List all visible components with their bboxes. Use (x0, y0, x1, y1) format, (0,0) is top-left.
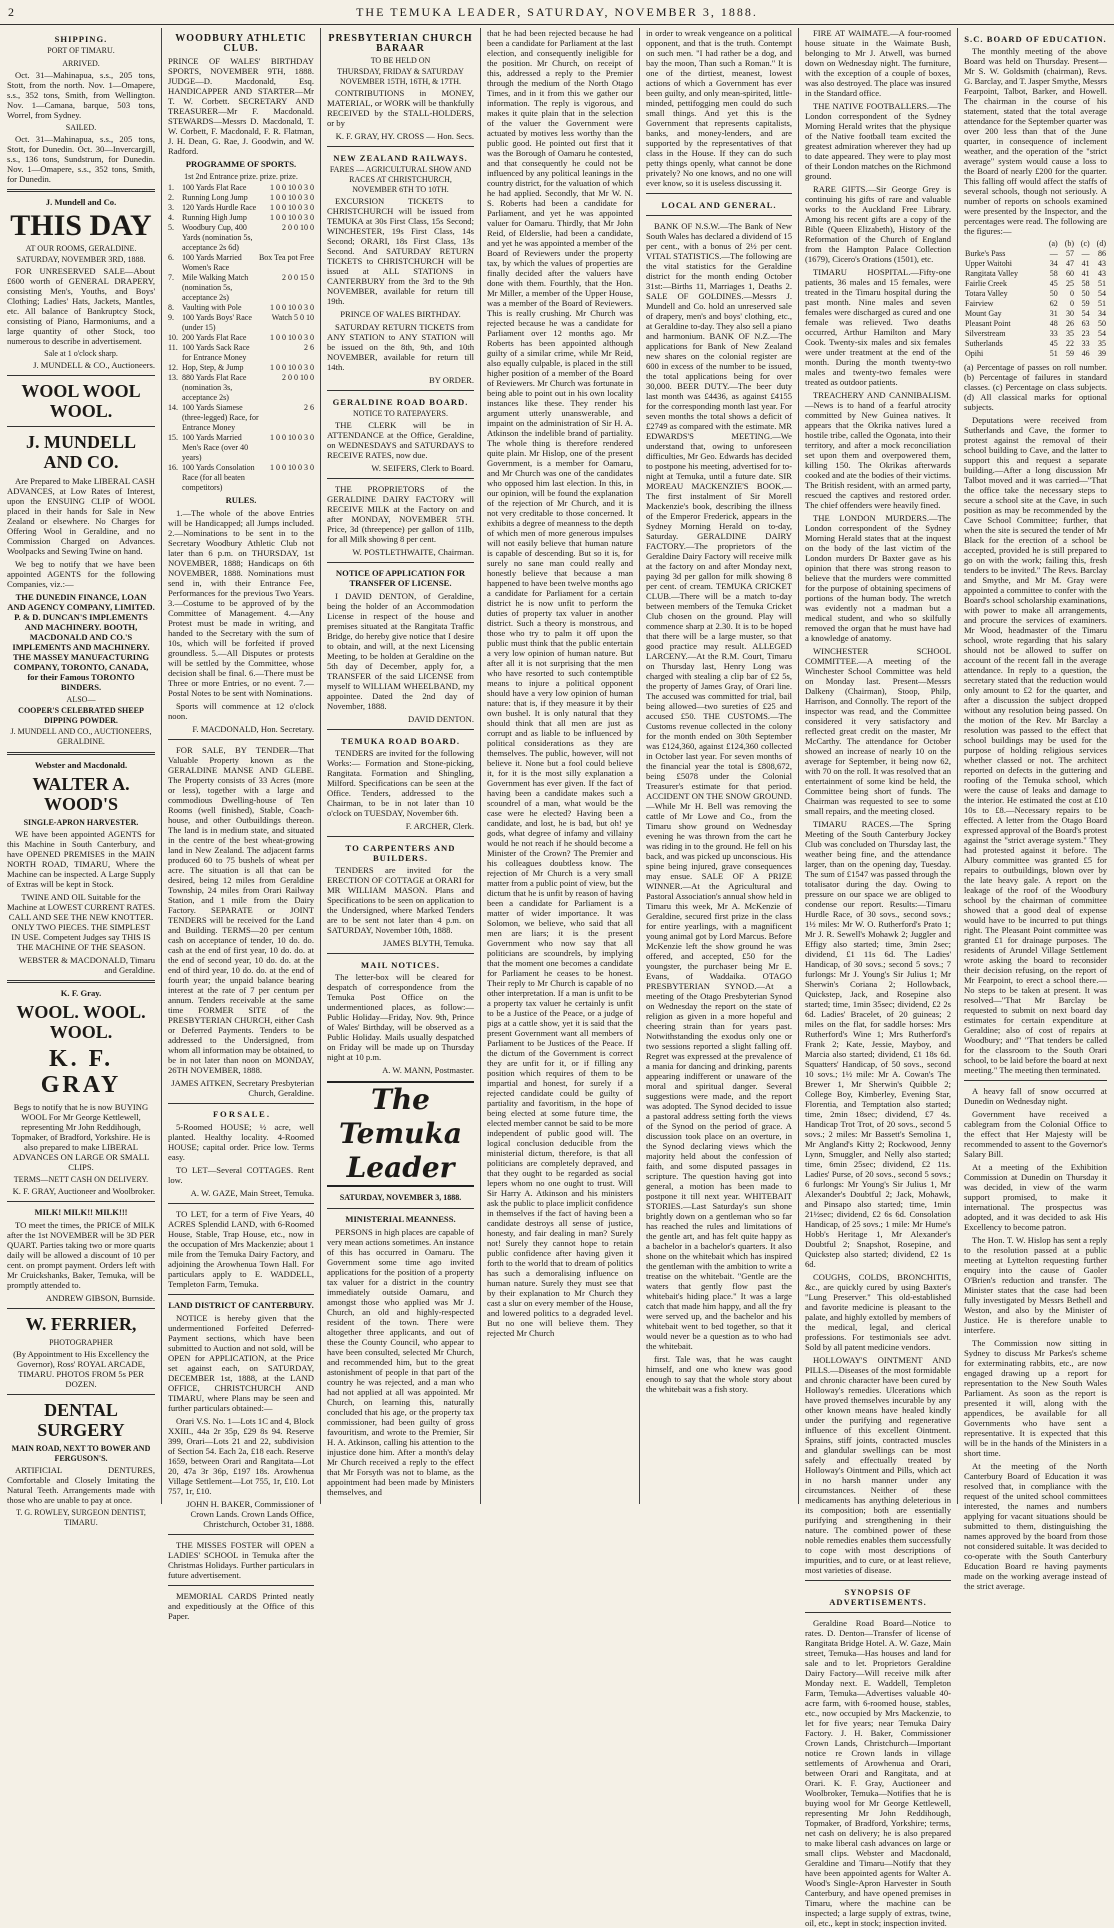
event-number: 3. (168, 203, 174, 212)
local-tail: first. Tale was, that he was caught himself, and one who knew was good enough to say that the whole story about the whitebait was a fish story. (646, 1354, 792, 1394)
school-name: Pleasant Point (965, 319, 1011, 328)
school-name: Rangitata Valley (965, 269, 1018, 278)
temuka-board-heading: TEMUKA ROAD BOARD. (341, 736, 460, 746)
event-number: 10. (168, 333, 178, 342)
event-number: 6. (168, 253, 174, 262)
license-signature: DAVID DENTON. (407, 714, 474, 724)
event-prizes: 1 0 0 10 0 3 0 (270, 333, 314, 342)
arrived-list: Oct. 31—Mahinapua, s.s., 205 tons, Stott, from the north. Nov. 1—Omapere, s.s., 352 tons, Smith, from Wellington. Nov. 1—Camana, barque, 503 tons, Worrel, from Sydney. (7, 70, 155, 120)
mundell-text: Are Prepared to Make LIBERAL CASH ADVANCES, at Low Rates of Interest, upon the ENSUING CLIP of WOOL placed in their hands for Sale in New Zealand or elsewhere. No Charges for Offering Wool in Geraldine, and no Commission Charged on Advances. Woolpacks and Sewing Twine on hand. (7, 476, 155, 556)
school-percentage: 22 (1066, 339, 1075, 348)
this-day-heading: THIS DAY (10, 209, 152, 242)
school-row (964, 299, 1107, 309)
event-name: 200 Yards Flat Race (182, 333, 247, 342)
ferrier-name: W. FERRIER, (25, 1314, 137, 1334)
dental-text: ARTIFICIAL DENTURES, Comfortable and Closely Imitating the Natural Teeth. Arrangements made with those who are unable to pay at once. (7, 1465, 155, 1505)
license-text: I DAVID DENTON, of Geraldine, being the holder of an Accommodation License in respect of the house and premises situated at the Rangitata Traffic Bridge, do hereby give notice that I desire to obtain, and will, at the next Licensing Meeting, to be holden at Geraldine on the 5th day of December, apply for, a TRANSFER of the said LICENSE from myself to WILLIAM WHEELBAND, my appointee. Dated the 2nd day of November, 1888. (327, 591, 474, 711)
land-text: NOTICE is hereby given that the undermentioned Forfeited Deferred-Payment sections, which have been submitted to Auction and not sold, will be OPEN for APPLICATION, at the Price set against each, on SATURDAY, DECEMBER 1st, 1888, at the LAND OFFICE, CHRISTCHURCH AND TIMARU, where Plans may be seen and further particulars obtained:— (168, 1313, 314, 1413)
school-name: Totara Valley (965, 289, 1008, 298)
treachery-item: TREACHERY AND CANNIBALISM.—News is to hand of a fearful atrocity committed by New Guinea natives. It appears that the Okrika natives lured a hostile tribe, called the Ogonata, into their territory, and after a mock reconciliation set upon them and overpowered them, killing 150. The Okrikas afterwards cooked and ate the bodies of their victims. The British resident, with an armed party, rescued the captives and restored order. The chief offenders were heavily fined. (805, 390, 951, 510)
agents-text: We beg to notify that we have been appointed AGENTS for the following Companies, viz.:— (7, 559, 155, 589)
notice-heading: NOTICE TO RATEPAYERS. (353, 409, 448, 418)
masthead (0, 0, 1114, 25)
education-body: Deputations were received from Sutherlands and Cave, the former to protest against the removal of their school building to Cave, and the latter to support this and request a separate building.—After a long discussion Mr Talbot moved and it was carried—"That the office take the necessary steps to secure a school site at the Cave, in such position as may be recommended by the Cave School Committee; further, that when the site is secured the tender of Mr Black for the erection of a school be accepted, provided he is still prepared to go on with the work; failing this, fresh tenders to be invited." The Revs. Barclay and Smythe, and Mr M. Gray were appointed a committee to confer with the Board's school scholarship examinations, with power to make all arrangements, and procure the services of examiners. Mr Wood, headmaster of the Timaru school, wrote regarding that his salary should not be allowed to suffer on account of the recent fall in the average attendance. In reply to a question, the secretary stated that the reduction would only amount to £2 for the quarter, and after a discussion the subject dropped without any resolution being passed. On the motion of the Rev. Mr Barclay a resolution was passed to the effect that school buildings may be used for the purpose of holding religious services whether classed or not. The architect reported on defects in the guttering and roofing of the Temuka school, which were the cause of leaks and damage to the interior. He estimated the cost at £10 10s to £8.—Necessary repairs to be effected. A letter from the Otago Board expressed approval of the Board's protest against the "strict average system." They had protested against it before. The Albury committee was granted £5 for repairs to outbuildings, blown over by the late heavy gale. A report on the leakage of the roof of the Woodbury school by the chairman of committee showed that a good deal of expense would have to be incurred to put things right. The Pleasant Point committee was granted £1 for drainage purposes. The residents of Arundel Village Settlement wrote asking the board to reconsider their decision refusing, on the report of Mr Fearpoint, to erect a school there.—No steps to be taken at present. It was resolved—"That Mr Barclay be requested to submit on next board day estimates for certain expenditure at Geraldine; also of cost of repairs at Woodbury; and" "That tenders be called for the classroom to the South Orari school, to be laid before the board at next meeting." The meeting then terminated. (964, 415, 1107, 1075)
coughs-item: COUGHS, COLDS, BRONCHITIS, &c., are quickly cured by using Baxter's "Lung Preserver." This old-established and favorite medicine is pleasant to the palate, and highly extolled by members of the medical, legal, and clerical professions. For testimonials see advt. Sold by all patent medicine vendors. (805, 1272, 951, 1352)
event-row (168, 433, 314, 463)
bazaar-signature: K. F. GRAY, HY. CROSS — Hon. Secs. (335, 131, 474, 141)
event-name: 100 Yards Boys' Race (under 15) (182, 313, 252, 332)
column-4 (482, 28, 638, 1504)
land-list: Orari V.S. No. 1—Lots 1C and 4, Block XXIII., 44a 2r 35p, £29 8s 94. Reserve 399, Orari—Lots 21 and 22, subdivision of Section 54. Each 2a, £18 each. Reserve 1659, between Orari and Rangitata—Lot 20, 47a 3r 36p, £197 18s. Arowhenua Village Settlement—Lot 755, 1r, £10. Lot 757, 1r, £10. (168, 1416, 314, 1496)
auctioneer-heading: J. Mundell and Co. (45, 197, 117, 207)
programme-heading: PROGRAMME OF SPORTS. (185, 159, 297, 169)
event-prizes: 1 0 0 10 0 3 0 (270, 463, 314, 472)
club-footer: Sports will commence at 12 o'clock noon. (168, 701, 314, 721)
geraldine-board-heading: GERALDINE ROAD BOARD. (332, 397, 469, 407)
event-name: Vaulting with Pole (182, 303, 242, 312)
wool-heading-2: WOOL. WOOL. WOOL. (16, 1002, 146, 1042)
port-heading: PORT OF TIMARU. (47, 46, 115, 55)
sailed-heading: SAILED. (65, 123, 97, 132)
school-percentage: 59 (1066, 349, 1075, 358)
education-heading: S.C. BOARD OF EDUCATION. (964, 34, 1107, 44)
school-percentage: 34 (1049, 259, 1058, 268)
school-percentage: 58 (1081, 279, 1090, 288)
school-row (964, 289, 1107, 299)
birthday-signature: BY ORDER. (428, 375, 474, 385)
gray-terms: TERMS—NETT CASH ON DELIVERY. (13, 1175, 149, 1184)
land-heading: LAND DISTRICT OF CANTERBURY. (168, 1300, 314, 1310)
bazaar-heading: PRESBYTERIAN CHURCH BARAAR (328, 33, 473, 54)
school-percentage: 51 (1049, 349, 1058, 358)
event-row (168, 363, 314, 373)
birthday-text: SATURDAY RETURN TICKETS from ANY STATION to ANY STATION will be issued on the 8th, 9th, and 10th NOVEMBER, available for return till 14th. (327, 322, 474, 372)
school-row (964, 279, 1107, 289)
school-percentage: 58 (1049, 269, 1058, 278)
for-sale-text: 5-Roomed HOUSE; ½ acre, well planted. Healthy locality. 4-Roomed HOUSE; capital order. Price low. Terms easy. (168, 1122, 314, 1162)
leader-title: The Temuka Leader (327, 1081, 474, 1187)
commission-item: The Commission now sitting in Sydney to discuss Mr Parkes's scheme for exterminating rabbits, etc., are now engaged drawing up a report for representation to the New South Wales Parliament. As soon as the report is presented it will, along with the appendices, be available for all Governments who have sent a representative. It is expected that this will be in the hands of the Ministers in a short time. (964, 1338, 1107, 1458)
gray-name: K. F. GRAY (40, 1046, 122, 1098)
school-percentage: 46 (1081, 349, 1090, 358)
synopsis-body: Geraldine Road Board—Notice to rates. D. Denton—Transfer of license of Rangitata Bridge Hotel. A. W. Gaze, Main street, Temuka—Has houses and land for sale and to let. Proprietors Geraldine Dairy Factory—Will receive milk after Monday next. E. Waddell, Templeton Farm, Temuka—Advertises valuable 40-acre farm, with 6-roomed house, stables, etc., now occupied by Mrs Mackenzie, to let for five years; near Temuka Dairy Factory. J. H. Baker, Commissioner Crown Lands, Christchurch—Important notice re Crown lands in village settlements of Arowhenua and Orari, between Orari and Rangitata, and at Orari. K. F. Gray, Auctioneer and Woolbroker, Temuka—Notifies that he is buying wool for Mr George Kettlewell, representing Mr John Reddihough, Topmaker, of Bradford, Yorkshire; terms, net cash on delivery; he is also prepared to make liberal cash advances on large or small clips. Webster and Macdonald, Geraldine and Timaru—Notify that they have been appointed agents for Walter A. Wood's Single-Apron Harvester in South Canterbury, and have opened premises in Timaru, where the machine can be inspected; a large supply of extras, twine, oil, etc., kept in stock; inspection invited. (805, 1618, 951, 1928)
school-row (964, 349, 1107, 359)
column-1 (2, 28, 160, 1527)
school-percentage: 50 (1049, 289, 1058, 298)
event-number: 7. (168, 273, 174, 282)
event-row (168, 343, 314, 363)
event-row (168, 313, 314, 333)
column-2 (163, 28, 319, 1621)
event-row (168, 403, 314, 433)
farm-text: TO LET, for a term of Five Years, 40 ACRES Splendid LAND, with 6-Roomed House, Stable, Trap House, etc., now in the occupation of Mrs Mackenzie; about 1 mile from the Temuka Dairy Factory, and adjoining the Arowhenua Town Hall. For particulars apply to E. WADDELL, Templeton Farm, Temuka. (168, 1209, 314, 1289)
harvester-name: WALTER A. WOOD'S (32, 774, 130, 814)
school-percentage: 54 (1081, 309, 1090, 318)
mundell-name: J. MUNDELL AND CO. (25, 432, 136, 472)
schools-column-header: (c) (1080, 239, 1090, 248)
event-prizes: 1 0 0 10 0 3 0 (270, 213, 314, 222)
event-name: 880 Yards Flat Race (nomination 3s, acceptance 2s) (182, 373, 247, 402)
event-name: Running Long Jump (182, 193, 248, 202)
dental-signature: T. G. ROWLEY, SURGEON DENTIST, TIMARU. (16, 1508, 146, 1527)
license-heading: NOTICE OF APPLICATION FOR TRANSFER OF LICENSE. (335, 568, 466, 588)
school-percentage: 50 (1098, 319, 1106, 328)
school-name: Fairlie Creek (965, 279, 1007, 288)
column-5 (641, 28, 797, 1504)
club-intro: PRINCE OF WALES' BIRTHDAY SPORTS, NOVEMBER 9TH, 1888. JUDGE—D. Macdonald, Esq. HANDICAPPER AND STARTER—Mr T. W. Corbett. SECRETARY AND TREASURER—Mr F. Macdonald. STEWARDS—Messrs D. Macdonald, T. W. Corbett, F. Macdonald, F. R. Flatman, J. H. Dean, G. Rae, J. Goodwin, and W. Radford. (168, 56, 314, 156)
arrived-heading: ARRIVED. (62, 59, 100, 68)
bazaar-sub: TO BE HELD ON (370, 56, 431, 65)
column-rule (320, 28, 321, 1504)
event-name: 100 Yards Siamese (three-legged) Race, for Entrance Money (182, 403, 259, 432)
event-number: 1. (168, 183, 174, 192)
tender-signature: JAMES AITKEN, Secretary Presbyterian Church, Geraldine. (171, 1078, 314, 1098)
page-number: 2 (8, 5, 16, 19)
sale-text: FOR UNRESERVED SALE—About £600 worth of GENERAL DRAPERY, consisting Men's, Youths, and Boys' Clothing; Ladies' Hats, Jackets, Mantles, etc. All balance of Bankruptcy Stock, consisting of Piano, Harmoniums, and a large quantity of other Stock, too numerous to describe in advertisement. (7, 266, 155, 346)
local-body: BANK OF N.S.W.—The Bank of New South Wales has declared a dividend of 15 per cent., with a bonus of 2½ per cent. VITAL STATISTICS.—The following are the vital statistics for the Geraldine district for the month ending October 31st:—Births 11, Marriages 1, Deaths 2. SALE OF GOLDINES.—Messrs J. Mundell and Co. hold an unreserved sale of drapery, men's and boys' clothing, etc., at Geraldine to-day. They also sell a piano and harmonium. BANK OF N.Z.—The applications for Bank of New Zealand new shares on the colonial register are 600 in excess of the number to be issued, the total applications being for over 30,000. BEER DUTY.—The beer duty last month was £4436, as against £4155 for the corresponding month last year. For seven months the total shows a deficit of £2749 as compared with the estimate. MR EDWARDS'S MEETING.—We understand that, owing to unforeseen difficulties, Mr Geo. Edwards has decided to postpone his meeting, advertised for to-night at Temuka, until a future date. SIR MOREAU MACKENZIE'S BOOK.—The first instalment of Sir Morell Mackenzie's book, describing the illness of the Emperor Frederick, appears in the Sydney Morning Herald on to-day, Saturday. GERALDINE DAIRY FACTORY.—The proprietors of the Geraldine Dairy Factory will receive milk at the factory on and after Monday next, paying 3d per gallon for milk showing 8 per cent. of cream. TEMUKA CRICKET CLUB.—There will be a match to-day between members of the Temuka Cricket Club chosen on the ground. Play will commence sharp at 2.30. It is to be hoped that there will be a large muster, so that good practice may result. ALLEGED LARCENY.—At the R.M. Court, Timaru on Thursday last, Henry Long was charged with stealing a clip bar of £2 5s, the property of James Gray, of Orari line. The accused was committed for trial, bail being allowed—two sureties of £25 and accused £50. THE CUSTOMS.—The Customs revenue collected in the colony for the month ended on 30th September was £124,360, against £124,360 collected in October last year. For seven months of the financial year the total is £808,672, being £5078 under the Colonial Treasurer's estimate for that period. ACCIDENT ON THE SNOW GROUND.—While Mr H. Bell was removing the cattle of Mr Lowe and Co., from the Timaru show ground on Wednesday evening he was thrown from the cart he was riding in to the ground. He fell on his back, and was picked up unconscious. His spine being injured, grave consequences may ensue. SALE OF A PRIZE WINNER.—At the Agricultural and Pastoral Association's annual show held in Timaru this week, Mr A. McKenzie of Geraldine, secured first prize in the class for entire yearlings, with a magnificent young animal got by Lord Marcus. Before McKenzie left the show ground he was offered, and accepted, £50 for the youngster, the purchaser being Mr E. Evans, of Waddaika. OTAGO PRESBYTERIAN SYNOD.—At a meeting of the Otago Presbyterian Synod on Wednesday the report on the state of religion as given in a more hopeful and cheering strain than for years past. Notwithstanding the exodus only one or two sessions reported a slight falling off. Regret was expressed at the prevalence of a mania for dancing and drinking, parents appearing indifferent or unaware of the moral and spiritual danger. Several suggestions were made, and the report was adopted. The Synod decided to issue a pastoral address setting forth the views of the Synod on the period of grace. A discussion took place on an overture, in the Synod declaring views which the majority held about the confession of faith, and some disputed passages in scripture. The question having got into general, a motion has been made to postpone it till next year. WHITEBAIT STORIES.—Last Saturday's sun shone brightly down on a gentleman who so far has reached the rules and limitations of the gentle art, and has felt quite happy as a bachelor in a bachelor's quarters. It also shone on the whitebait which has inspired the gentleman with the ambition to write a treatise on the whitebait. "Gentle are the waters that gently flow past the whitebait's hiding place." It was a large catch that made him happy, and all the fry were served up, and the bachelor and his whitebait went to bed together, so that it would never be a question as to who had the whitebait. (646, 221, 792, 1351)
article-ending: in order to wreak vengeance on a political opponent, and that is the truth. Contempt on such men. "I had rather be a dog, and bay the moon, Than such a Roman." It is one of the dirtiest, meanest, lowest actions of which a Government has ever been guilty, and only mean-spirited, little-minded, pettifogging men could do such small things. And yet this is the Government that represents capitalists, banks, and money-lenders, and are supported by the representatives of that class in the House. If they can do such petty things openly, what cannot be done privately? No one knows, and no one will ever know, so it is useless discussing it. (646, 28, 792, 188)
event-row (168, 373, 314, 403)
dental-heading: DENTAL SURGERY (37, 1400, 125, 1440)
school-percentage: 0 (1070, 289, 1075, 298)
notice-signature: W. SEIFERS, Clerk to Board. (371, 463, 474, 473)
schools-table-header (964, 239, 1107, 249)
school-percentage: 26 (1066, 319, 1075, 328)
school-row (964, 329, 1107, 339)
event-prizes: Box Tea pot Free (258, 253, 314, 262)
school-percentage: 0 (1070, 299, 1075, 308)
event-number: 4. (168, 213, 174, 222)
bazaar-text: CONTRIBUTIONS in MONEY, MATERIAL, or WORK will be thankfully RECEIVED by the STALL-HOLDERS, or by (327, 88, 474, 128)
webster-heading: Webster and Macdonald. (34, 760, 128, 770)
club-signature: F. MACDONALD, Hon. Secretary. (192, 724, 314, 734)
rooms-line: AT OUR ROOMS, GERALDINE. (25, 244, 137, 253)
article-heading: MINISTERIAL MEANNESS. (345, 1214, 456, 1224)
event-row (168, 183, 314, 193)
school-percentage: 62 (1049, 299, 1058, 308)
school-row (964, 319, 1107, 329)
milk-text: TO meet the times, the PRICE of MILK after the 1st NOVEMBER will be 3D PER QUART. Parties taking two or more quarts daily will be allowed a discount of 10 per cent. on prompt payment. Orders left with Mr Cruickshanks, Baker, Temuka, will be promptly attended to. (7, 1220, 155, 1290)
school-name: Fairview (965, 299, 994, 308)
builders-heading: TO CARPENTERS AND BUILDERS. (345, 843, 456, 863)
event-number: 8. (168, 303, 174, 312)
event-name: 100 Yards Flat Race (182, 183, 247, 192)
local-heading: LOCAL AND GENERAL. (661, 200, 777, 210)
harvester-text: WE have been appointed AGENTS for this Machine in South Canterbury, and have OPENED PREMISES in the MAIN NORTH ROAD, TIMARU, Where the Machine can be inspected. A Large Supply of Extras will be kept in Stock. (7, 829, 155, 889)
mail-text: The letter-box will be cleared for despatch of correspondence from the Temuka Post Office on the undermentioned places, as follow:— Public Holiday—Friday, Nov. 9th, Prince of Wales' Birthday, will be observed as a Public Holiday. Mails usually despatched on Friday will be made up on Thursday night at 10 p.m. (327, 972, 474, 1062)
school-percentage: 45 (1049, 339, 1058, 348)
event-row (168, 333, 314, 343)
school-percentage: 25 (1066, 279, 1075, 288)
events-table (168, 183, 314, 493)
event-number: 16. (168, 463, 178, 472)
event-row (168, 303, 314, 313)
webster-signature: WEBSTER & MACDONALD, Timaru and Geraldine. (18, 955, 155, 975)
schools-column-header: (d) (1096, 239, 1106, 248)
for-sale-heading: F O R S A L E . (212, 1109, 270, 1119)
event-row (168, 273, 314, 303)
event-name: Mile Walking Match (nomination 5s, acceptance 2s) (182, 273, 249, 302)
masthead-title: THE TEMUKA LEADER, SATURDAY, NOVEMBER 3, 1888. (356, 5, 758, 19)
wool-heading: WOOL WOOL WOOL. (21, 381, 141, 421)
shipping-heading: SHIPPING. (54, 34, 108, 44)
to-let-text: TO LET—Several COTTAGES. Rent low. (168, 1165, 314, 1185)
article-body: PERSONS in high places are capable of very mean actions sometimes. An instance of this has occurred in Oamaru. The Government some time ago invited applications for the position of a property tax valuer for a district in the country immediately outside Oamaru, and amongst those who applied was Mr J. Church, an old and highly-respected resident of the town. There were altogether three applicants, and out of these the County Council, who appear to have been consulted, selected Mr Church, and recommended him, but to the great astonishment of people in that part of the country he was rejected, and a man who had not applied at all was appointed. Mr Church, on learning this, naturally concluded that his age, or the property tax commissioner, had been guilty of gross favouritism, and wrote to the Premier, Sir H. A. Atkinson, calling his attention to the injustice done him. After a month's delay Mr Church received a reply to the effect that Mr Forsyth was not to blame, as the appointment had been made by Ministers themselves, and (327, 1227, 474, 1497)
bazaar-dates: THURSDAY, FRIDAY & SATURDAY NOVEMBER 15TH, 16TH, & 17TH. (337, 67, 464, 86)
rules-heading: RULES. (225, 495, 257, 505)
school-percentage: 63 (1081, 319, 1090, 328)
holloway-item: HOLLOWAY'S OINTMENT AND PILLS.—Diseases of the most formidable and chronic character have been cured by Holloway's remedies. Ulcerations which have proved themselves incurable by any other known means have healed kindly under the purifying and regenerative influence of this excellent Ointment. Sprains, stiff joints, contracted muscles and glandular swellings can be most safely and effectually treated by Holloway's Ointment and Pills, which act in no harsh manner under any circumstances. Neither of these medicaments has anything deleterious in its composition; both are essentially purifying and strengthening in their nature. The combined power of these noble remedies enables them successfully to cope with most descriptions of impurities, and to cure, or at least relieve, most varieties of disease. (805, 1355, 951, 1575)
sale-date: SATURDAY, NOVEMBER 3RD, 1888. (16, 255, 146, 264)
tender-text: FOR SALE, BY TENDER—That Valuable Property known as the GERALDINE MANSE AND GLEBE. The Property consists of 33 Acres (more or less), together with a large and commodious Dwelling-house of Ten Rooms (well finished), Stable, Coach-house, and other Outbuildings thereon. The land is in medium state, and situated in the centre of the best wheat-growing land in New Zealand. The adjacent farms produced 60 to 75 bushels of wheat per acre. The situation is all that can be desired, being 12 miles from Geraldine Township, 24 miles from Orari Railway Station, and 1 mile from the Dairy Factory. SEPARATE or JOINT TENDERS will be received for the Land and Building. TERMS—20 per centum cash on acceptance of tender, 10 do. do. cash at the end of first year, 10 do. do. at the end of second year, 10 do. do. at the end of third year, 10 do. do. at the end of fourth year; the unpaid balance bearing interest at the rate of 7 per centum per annum. Tenders receivable at the same time FORMER SITE of the PRESBYTERIAN CHURCH, either Cash or Deferred Payments. Tenders to be addressed to the Undersigned, from whom all information may be obtained, to be in not later than noon on MONDAY, 26TH NOVEMBER, 1888. (168, 745, 314, 1075)
school-percentage: 51 (1098, 299, 1106, 308)
school-percentage: 33 (1081, 339, 1090, 348)
races-item: TIMARU RACES.—The Spring Meeting of the South Canterbury Jockey Club was concluded on Thursday last, the weather being fine, and the attendance larger, than on the opening day, Tuesday. The sum of £1547 was passed through the totalisator during the day. Owing to pressure on our space we are obliged to condense our report. Results:—Timaru Hurdle Race, of 30 sovs., second sovs.; 1½ miles: Mr W. O. Rutherford's Prato 1; Mr J. R. Sewell's Mohawk 2; Juggler and Effigy also started; time, 3min 2sec; dividend, £1 11s 6d. The Ladies' Handicap, of 30 sovs.; second 5 sovs.; 7 furlongs: Mr J. Young's Sir Julius 1; Mr Sherwin's Coriana 2; Hollowback, Quickstep, Jack, and Rosepine also started; time, 1min 35sec; dividend, £2 2s 6d. Ladies' Bracelet, of 20 guineas; 2 miles on the flat, for saddle horses: Mrs Rutherford's Wine 1; Mrs Rutherford's Frank 2; Kate, Jessie, Mayboy, and Marcia also started; dividend, £1 18s 6d. Squatters' Handicap, of 50 sovs., second 10 sovs.; 1½ mile: Mr A. Cowan's The Brewer 1, Mr Sherwin's Quibble 2; College Boy, Kimberley, Evening Star, Florentia, and Temptation also started; time, 2min 18sec; dividend, £7 4s. Handicap Trot Trot, of 20 sovs., second 5 sovs.; 2 miles: Mr Bassett's Semolina 1, Mr Angland's Kitty 2; Rockwood, Jenny Lynn, Smuggler, and Nelly also started; time, 6min 25sec; dividend, £2 11s. Ladies' Purse, of 20 sovs., second 5 sovs.; 6 furlongs: Mr Young's Sir Julius 1, Mr Alexander's Doubtful 2; Jack, Mohawk, and Pinsapo also started; time, 1min 21½sec; dividend, £2 6s 6d. Consolation Handicap, of 25 sovs.; 1 mile: Mr Hume's Hobb's Heritage 1, Mr Alexander's Doubtful 2; Snapshot, Rosepine, and Quickstep also started; dividend, £2 1s 6d. (805, 819, 951, 1269)
school-row (964, 249, 1107, 259)
event-prizes: 2 6 (304, 403, 314, 412)
gray-heading: K. F. Gray. (60, 988, 102, 998)
event-number: 15. (168, 433, 178, 442)
builders-text: TENDERS are invited for the ERECTION OF COTTAGE at ORARI for MR WILLIAM MASON. Plans and Specifications to be seen on application to the Undersigned, where Marked Tenders are to be sent not later than 4 p.m. on SATURDAY, November 10th, 1888. (327, 865, 474, 935)
column-rule (161, 28, 162, 1504)
school-percentage: 30 (1066, 309, 1075, 318)
school-name: Silverstream (965, 329, 1006, 338)
school-percentage: 51 (1098, 279, 1106, 288)
dairy-text: THE PROPRIETORS of the GERALDINE DAIRY FACTORY will RECEIVE MILK at the Factory on and after MONDAY, NOVEMBER 5TH. Price, 3d (threepence) per gallon of 11lb, for all Milk showing 8 per cent. (327, 484, 474, 544)
native-item: THE NATIVE FOOTBALLERS.—The London correspondent of the Sydney Morning Herald writes that the physique of the Native football team excited the greatest admiration wherever they had up to date appeared. They were to play most of their London matches on the Richmond ground. (805, 101, 951, 181)
notice-text: THE CLERK will be in ATTENDANCE at the Office, Geraldine, on WEDNESDAYS and SATURDAYS to RECEIVE RATES, now due. (327, 420, 474, 460)
sailed-list: Oct. 31—Mahinapua, s.s., 205 tons, Stott, for Dunedin. Oct. 30—Invercargill, s.s., 136 tons, Sundstrum, for Dunedin. Nov. 1—Omapere, s.s., 352 tons, Smith, for Dunedin. (7, 134, 155, 184)
column-3 (322, 28, 479, 1504)
event-row (168, 193, 314, 203)
event-number: 2. (168, 193, 174, 202)
harvester-sub: SINGLE-APRON HARVESTER. (23, 818, 139, 827)
column-rule (480, 28, 481, 1504)
event-prizes: 1 0 0 10 0 3 0 (270, 203, 314, 212)
event-number: 12. (168, 363, 178, 372)
school-row (964, 309, 1107, 319)
event-prizes: 2 0 0 10 0 (282, 223, 314, 232)
school-percentage: 86 (1098, 249, 1106, 258)
milk-heading: MILK! MILK!! MILK!!! (34, 1207, 128, 1217)
event-prizes: 2 0 0 10 0 (282, 373, 314, 382)
gaze-signature: A. W. GAZE, Main Street, Temuka. (190, 1188, 314, 1198)
school-percentage: 54 (1098, 329, 1106, 338)
school-row (964, 339, 1107, 349)
twine-text: TWINE AND OIL Suitable for the Machine at LOWEST CURRENT RATES. CALL AND SEE THE NEW KNOTTER. ONLY TWO PIECES. THE SIMPLEST IN USE. Competent Judges say THIS IS THE MACHINE OF THE SEASON. (7, 892, 155, 952)
school-percentage: 57 (1066, 249, 1075, 258)
column-rule (639, 28, 640, 1504)
ferrier-text: (By Appointment to His Excellency the Governor), Ross' ROYAL ARCADE, TIMARU. PHOTOS FROM 5s PER DOZEN. (13, 1349, 149, 1389)
event-number: 5. (168, 223, 174, 232)
event-number: 14. (168, 403, 178, 412)
schools-column-header: (a) (1048, 239, 1058, 248)
event-prizes: 1 0 0 10 0 3 0 (270, 303, 314, 312)
school-name: Mount Gay (965, 309, 1002, 318)
foster-text: THE MISSES FOSTER will OPEN a LADIES' SCHOOL in Temuka after the Christmas Holidays. Further particulars in future advertisement. (168, 1540, 314, 1580)
school-percentage: 47 (1066, 259, 1075, 268)
event-row (168, 213, 314, 223)
event-prizes: 1 0 0 10 0 3 0 (270, 183, 314, 192)
event-name: Running High Jump (182, 213, 247, 222)
school-percentage: 59 (1081, 299, 1090, 308)
builders-signature: JAMES BLYTH, Temuka. (383, 938, 474, 948)
club-heading: WOODBURY ATHLETIC CLUB. (175, 33, 307, 54)
temuka-board-text: TENDERS are invited for the following Works:— Formation and Stone-picking, Rangitata. Formation and Shingling, Milford. Specifications can be seen at the Office. Tenders, addressed to the Chairman, to be in not later than 10 o'clock on TUESDAY, November 6th. (327, 748, 474, 818)
event-name: Hop, Step, & Jump (182, 363, 244, 372)
school-percentage: 39 (1098, 349, 1106, 358)
column-rule (957, 28, 958, 1504)
programme-columns: 1st 2nd Entrance prize. prize. prize. (184, 172, 298, 181)
gray-signature: K. F. GRAY, Auctioneer and Woolbroker. (12, 1186, 155, 1196)
school-percentage: 48 (1049, 319, 1058, 328)
education-intro: The monthly meeting of the above Board was held on Thursday. Present—Mr S. W. Goldsmith (chairman), Revs. G. Barclay, and T. Jasper Smythe, Messrs Fearpoint, Talbot, Barker, and Howell. The chairman in the course of his statement, stated that the total average attendance for the September quarter was over 200 less than that of the June quarter, in consequence of inclement weather, and the operation of the "strict average" system would cause a loss to the Board of nearly £200 for the quarter. This falling off would affect the staffs of several schools, though not seriously. A number of reports on schools examined were presented by the Inspector, and the percentages were read. The following are the figures:— (964, 46, 1107, 236)
event-prizes: 2 6 (304, 343, 314, 352)
school-percentage: 41 (1081, 269, 1090, 278)
event-prizes: Watch 5 0 10 (271, 313, 314, 322)
dairy-signature: W. POSTLETHWAITE, Chairman. (352, 547, 474, 557)
temuka-board-signature: F. ARCHER, Clerk. (405, 821, 474, 831)
school-percentage: 50 (1081, 289, 1090, 298)
dip-line: COOPER'S CELEBRATED SHEEP DIPPING POWDER. (18, 706, 144, 725)
exhibition-item: At a meeting of the Exhibition Commission at Dunedin on Thursday it was decided, in view of the warm support promised, to make it international. The prospectus was adopted, and it was decided to ask His Excellency to become patron. (964, 1162, 1107, 1232)
land-signature: JOHN H. BAKER, Commissioner of Crown Lands. Crown Lands Office, Christchurch, October 31, 1888. (186, 1499, 314, 1529)
also-label: ALSO— (66, 695, 96, 704)
hislop-item: The Hon. T. W. Hislop has sent a reply to the resolution passed at a public meeting at Lyttelton requesting further enquiry into the cause of Gaoler O'Brien's reduction and transfer. The Minister states that the case had been fully investigated by Messrs Bethell and Weston, and also by the Minister of Justice. He is therefore unable to interfere. (964, 1235, 1107, 1335)
railways-sub: FARES — AGRICULTURAL SHOW AND RACES AT CHRISTCHURCH, NOVEMBER 6TH TO 10TH. (329, 165, 472, 194)
event-name: 120 Yards Hurdle Race (182, 203, 257, 212)
column-rule (798, 28, 799, 1504)
event-name: Woodbury Cup, 400 Yards (nomination 5s, acceptance 2s 6d) (182, 223, 253, 252)
railways-text: EXCURSION TICKETS to CHRISTCHURCH will be issued from TEMUKA at 30s First Class, 15s Second; WINCHESTER, 19s First Class, 14s Second; ORARI, 18s First Class, 13s Second. And SATURDAY RETURN TICKETS to CHRISTCHURCH will be issued at ALL STATIONS in CANTERBURY from the 3rd to the 9th NOVEMBER, available for return till 19th. (327, 196, 474, 306)
event-prizes: 1 0 0 10 0 3 0 (270, 363, 314, 372)
school-name: Sutherlands (965, 339, 1003, 348)
event-prizes: 1 0 0 10 0 3 0 (270, 433, 314, 442)
school-percentage: 45 (1049, 279, 1058, 288)
fire-item: FIRE AT WAIMATE.—A four-roomed house situate in the Waimate Bush, belonging to Mr J. Atwell, was burned down on Wednesday night. The furniture, with the exception of a couple of boxes, was also destroyed. The place was insured in the Standard office. (805, 28, 951, 98)
sale-signature: J. MUNDELL & CO., Auctioneers. (33, 360, 155, 370)
school-percentage: — (1081, 249, 1090, 258)
school-percentage: 33 (1049, 329, 1058, 338)
mail-heading: MAIL NOTICES. (361, 960, 440, 970)
schools-column-header (964, 239, 1043, 249)
event-prizes: 2 0 0 15 0 (282, 273, 314, 282)
mundell-signature: J. MUNDELL AND CO., AUCTIONEERS, GERALDINE. (10, 727, 152, 746)
school-percentage: 54 (1098, 289, 1106, 298)
school-percentage: 35 (1066, 329, 1075, 338)
column-6 (800, 28, 956, 1928)
school-percentage: 41 (1081, 259, 1090, 268)
school-percentage: 31 (1049, 309, 1058, 318)
synopsis-heading: SYNOPSIS OF ADVERTISEMENTS. (829, 1587, 927, 1607)
event-name: 100 Yards Consolation Race (for all beaten competitors) (182, 463, 255, 492)
article-continuation: that he had been rejected because he had been a candidate for Parliament at the last election, and consequently ineligible for the position. Mr Church, on receipt of this, addressed a reply to the Premier through the medium of the North Otago Times, and in it from this we gather our information. The reply is vigorous, and makes it quite plain that in the selection of the valuer the Government were actuated by motives less worthy than the public good. He pointed out first that it was the Borough of Oamaru he contested, and that consequently he could not be influenced by any political leanings in the country district, for the valuation of which he had applied. Secondly, that Mr W. N. S. Roberts had been a candidate for Parliament, and yet he was appointed valuer for Oamaru. Thirdly, that Mr John Reid, of Elderslie, had been a candidate, and yet he was appointed a member of the Board of Reviewers under the property tax, by which the values of properties are finally decided after the valuers have done with them. Fourthly, that the Hon. Mr Miller, a member of the Upper House, was a member of the Board of Reviewers. This is really crushing. Mr Church was rejected because he was a candidate for Parliament over 12 months ago. Mr Roberts has been appointed although guilty of a similar crime, while Mr Reid, also equally culpable, is placed in the still higher position of a member of the Board of Reviewers. Mr Church was fortunate in being able to point out in his own locality instances like these. They render his argument utterly unanswerable, and impaint on the administration of Sir H. A. Atkinson the indelible brand of partiality. The whole thing is therefore rendered quite plain. Mr Hislop, one of the present Government, is a member for Oamaru, and Mr Church was one of the candidates who opposed him last election. In this, in our opinion, will be found the explanation of the rejection of Mr Church, and it is not very creditable to those concerned. It exhibits a degree of meanness to the depth of which men of more generous impulses will not easily believe that human nature is capable of descending. But so it is, for surely no sane man could really and honestly believe that because a man happened to have been twelve months ago a candidate for Parliament for a certain district he is now unfit to perform the duties of property tax valuer in another district. Such a theory is monstrous, and those who try to palm it off upon the public must think that the public entertain a very low opinion of human nature. But after all it is not surprising that the men who have resorted to such contemptible means to injure a political opponent should have a very low opinion of human nature: that is, if they measure it by their own bushel. It is only natural that they should think that all men are just as corrupt and as liable to be influenced by political considerations as they are themselves. The public, however, will not believe it. None but a fool could believe it, for it is the most silly explanation a Government has ever given. If the fact of having been a candidate makes such a scoundrel of a man, what would be the case were he elected? Having been a candidate, and lost, he is bad, but oh! ye gods, what degree of infamy and villainy would he not reach if he should become a Minister of the Crown? The Premier and his colleagues doubtless know. The rejection of Mr Church is a very small matter from a public point of view, but the dictum that he is unfit by reason of having been a candidate for Parliament is a matter of wider importance. It was Solomon, we believe, who said that all men are liars; it is the present Government who now say that all politicians are scoundrels, by implying that the moment one becomes a candidate for Parliament he ceases to be honest. Their reply to Mr Church is capable of no other interpretation. If a man is unfit to be a property tax valuer he certainly is unfit to be a Justice of the Peace, or a judge of pigs at a cattle show, yet it is said that the present Government want all members of Parliament to be Justices of the Peace. If the dictum of the Government is correct they are unfit for it, or if filling any position which requires of them to be impartial and honest, for surely if a rejected candidate could be guilty of partiality and favoritism, in the hope of being elected at some future time, the elected member cannot be said to be more independent of public good will. The logical conclusion deducible from the ministerial dictum, therefore, is that all politicians are completely depraved, and that they ought to be regarded as social lepers whom no one ought to trust. Will Sir Harry A. Atkinson and his ministers ask the public to place implicit confidence in themselves if the fact of having been a candidate destroys all sense of justice, honesty, and fair dealing in man? Surely not! Surely they cannot hope to retain public confidence after having given it forth to the world that to dream of politics has such a demoralising influence on human nature. Surely they must see that by their explanation to Mr Church they cast a slur on every member of the House, and lowered politics to a degraded level. But no one will believe them. They rejected Mr Church (487, 28, 633, 1338)
milk-signature: ANDREW GIBSON, Burnside. (45, 1293, 155, 1303)
grey-item: RARE GIFTS.—Sir George Grey is continuing his gifts of rare and valuable works to the Auckland Free Library. Among his recent gifts are a copy of the Bible (Queen Elizabeth), History of the Reformation of the Church of England from the Hampton Palace Collection (1679), Cicero's Orations (1501), etc. (805, 184, 951, 264)
memorial-text: MEMORIAL CARDS Printed neatly and expeditiously at the Office of this Paper. (168, 1591, 314, 1621)
murders-item: THE LONDON MURDERS.—The London correspondent of the Sydney Morning Herald states that at the inquest on the body of the last victim of the London murders Dr Baxter gave as his opinion that there was strong reason to believe that the murders were committed for the purpose of obtaining specimens of portions of the human body. The wretch was evidently not a madman but a medical student, and who so skilfully removed the organ that he must have had a knowledge of anatomy. (805, 513, 951, 643)
snow-item: A heavy fall of snow occurred at Dunedin on Wednesday night. (964, 1086, 1107, 1106)
rules-text: 1.—The whole of the above Entries will be Handicapped; all Jumps included. 2.—Nominations to be sent in to the Secretary Woodbury Athletic Club not later than 6 p.m. on THURSDAY, 1st NOVEMBER, 1888; Handicaps on 6th NOVEMBER, 1888. Nominations must send in, with their Entrance Fee, Performances for the previous Two Years. 3.—Costume to be approved of by the Committee of Management. 4.—Any Protest must be made in writing, and handed to the Secretary with the sum of 10s, which will be forfeited if proved groundless. 5.—All Disputes or protests will be settled by the Committee, whose decision shall be final. 6.—There must be Three or more Entries, or no event. 7.—Postal Notes to be sent with Nominations. (168, 508, 314, 698)
dental-sub: MAIN ROAD, NEXT TO BOWER AND FERGUSON'S. (11, 1444, 151, 1463)
leader-date: SATURDAY, NOVEMBER 3, 1888. (339, 1193, 462, 1202)
school-row (964, 259, 1107, 269)
school-percentage: 43 (1098, 269, 1106, 278)
event-row (168, 463, 314, 493)
school-name: Opihi (965, 349, 984, 358)
table-notes: (a) Percentage of passes on roll number. (b) Percentage of failures in standard classes. (c) Percentage on class subjects. (d) All classical marks for optional subjects. (964, 362, 1107, 412)
hospital-item: TIMARU HOSPITAL.—Fifty-one patients, 36 males and 15 females, were treated in the Timaru hospital during the past month. Nine males and seven females were discharged as cured and one female was relieved. Two deaths occurred, Arthur Hamilton and Mary Cook. Twenty-six males and six females were under treatment at the end of the month. During the month twenty-two males and twenty-two females were treated as outdoor patients. (805, 267, 951, 387)
school-name: Upper Waitohi (965, 259, 1012, 268)
school-percentage: 60 (1066, 269, 1075, 278)
school-percentage: — (1049, 249, 1058, 258)
schools-column-header: (b) (1064, 239, 1075, 248)
event-name: 100 Yards Married Men's Race (over 40 years) (182, 433, 249, 462)
event-row (168, 253, 314, 273)
gray-text: Begs to notify that he is now BUYING WOOL For Mr George Kettlewell, representing Mr John Reddihough, Topmaker, of Bradford, Yorkshire. He is also prepared to make LIBERAL ADVANCES ON LARGE OR SMALL CLIPS. (11, 1102, 151, 1172)
event-name: 100 Yards Married Women's Race (182, 253, 242, 272)
event-row (168, 223, 314, 253)
event-prizes: 1 0 0 10 0 3 0 (270, 193, 314, 202)
mail-signature: A. W. MANN, Postmaster. (382, 1065, 474, 1075)
school-row (964, 269, 1107, 279)
winchester-item: WINCHESTER SCHOOL COMMITTEE.—A meeting of the Winchester School Committee was held on Monday last. Present—Messrs Dalkeny (Chairman), Stoop, Philp, Harrison, and Connolly. The report of the inspector was read, and the Committee considered it very satisfactory and reflected great credit on the master, Mr McCarthy. The attendance for October showed an increase of nearly 10 on the average for September, it being now 62, with 70 on the roll. It was resolved that an entertainment of some kind be held, the Committee being short of funds. The Chairman was requested to see to some small repairs, and the meeting closed. (805, 646, 951, 816)
event-name: 100 Yards Sack Race for Entrance Money (182, 343, 250, 362)
event-number: 9. (168, 313, 174, 322)
birthday-heading: PRINCE OF WALES BIRTHDAY. (340, 309, 461, 319)
ferrier-sub: PHOTOGRAPHER (49, 1338, 113, 1347)
event-number: 13. (168, 373, 178, 382)
schools-table (964, 239, 1107, 359)
railways-heading: NEW ZEALAND RAILWAYS. (333, 153, 468, 163)
cable-item: Government have received a cablegram from the Colonial Office to the effect that Her Majesty will be recommended to assent to the Governor's Salary Bill. (964, 1109, 1107, 1159)
school-percentage: 43 (1098, 259, 1106, 268)
school-percentage: 35 (1098, 339, 1106, 348)
school-percentage: 34 (1098, 309, 1106, 318)
event-number: 11. (168, 343, 178, 352)
north-board-item: At the meeting of the North Canterbury Board of Education it was resolved that, in compliance with the request of the united school committees interested, the names and numbers applying for vacant situations should be submitted to them, distinguishing the names approved by the board from those not considered suitable. It was decided to co-operate with the South Canterbury Education Board re having payments made on the working average instead of the strict average. (964, 1461, 1107, 1591)
school-percentage: 23 (1081, 329, 1090, 338)
companies-list: THE DUNEDIN FINANCE, LOAN AND AGENCY COMPANY, LIMITED. P. & D. DUNCAN'S IMPLEMENTS AND MACHINERY. BOOTH, MACDONALD AND CO.'S IMPLEMENTS AND MACHINERY. THE MASSEY MANUFACTURING COMPANY, TORONTO, CANADA, for their Famous TORONTO BINDERS. (7, 592, 155, 692)
column-7 (959, 28, 1112, 1591)
school-name: Burke's Pass (965, 249, 1006, 258)
event-row (168, 203, 314, 213)
sale-time: Sale at 1 o'clock sharp. (44, 349, 118, 358)
